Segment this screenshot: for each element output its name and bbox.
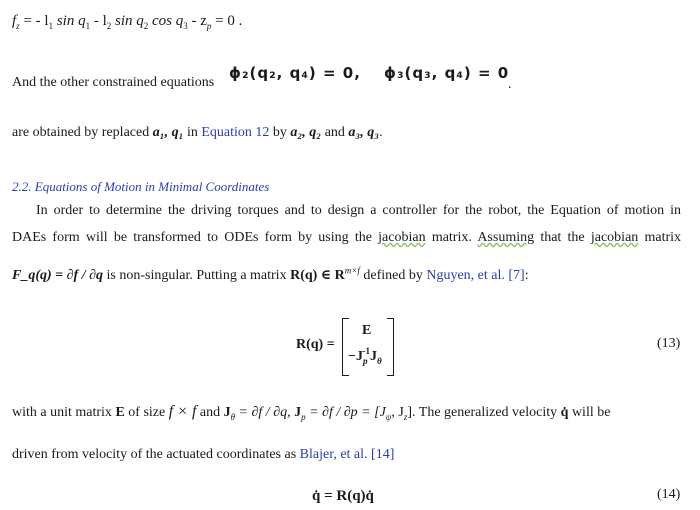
paragraph-constrained-equations: And the other constrained equations [12,75,215,90]
body-line-1: In order to determine the driving torques and to design a controller for the robot, the Equation of motion in [36,203,681,218]
body-line-2: DAEs form will be transformed to ODEs form by using the jacobian matrix. Assuming that the jacobian matrix [12,230,682,245]
eq13-matrix-bottom: $-J_p^{-1}J_\theta$ [348,346,382,366]
paragraph-driven: driven from velocity of the actuated coordinates as Blajer, et al. [14] [12,447,395,462]
body-line-3: F_q(q) = ∂f / ∂q is non-singular. Putting a matrix R(q) ∈ $R^{m\times f}$ defined by Nguyen, et al. [7]: [12,265,529,283]
paragraph-unit-matrix: with a unit matrix E of size f × f and $J_\theta = \partial f / \partial q$, $J_p = \partial f / \partial p = [J_\psi$, $J_z$]. The generalized velocity q̇ will be [12,403,611,422]
nguyen-citation-link[interactable]: Nguyen, et al. [7] [426,268,525,283]
phi2-equation: ϕ₂(q₂, q₄) = 0, [229,64,361,82]
paragraph-replaced: are obtained by replaced a₁, q₁ in Equation 12 by a₂, q₂ and a₃, q₃. [12,125,383,140]
eq13-number: (13) [657,336,681,351]
eq14-expression: q̇ = R(q)q̇ [312,488,374,504]
equation-12-link[interactable]: Equation 12 [201,125,270,140]
phi3-equation: ϕ₃(q₃, q₄) = 0 [384,64,510,82]
eq13-lhs: R(q) = [296,337,335,352]
period: . [508,77,512,92]
eq14-number: (14) [657,487,681,502]
blajer-citation-link[interactable]: Blajer, et al. [14] [299,447,395,462]
eq13-matrix-top: E [362,323,372,338]
constraint-equation-fz: $f_z$ = - $l_1$ $\sin q_1 - l_2$ $\sin q_2$ $\cos q_3 - z_p = 0$ . [12,13,243,31]
eq13-matrix [342,318,394,374]
section-heading: 2.2. Equations of Motion in Minimal Coordinates [12,179,270,194]
